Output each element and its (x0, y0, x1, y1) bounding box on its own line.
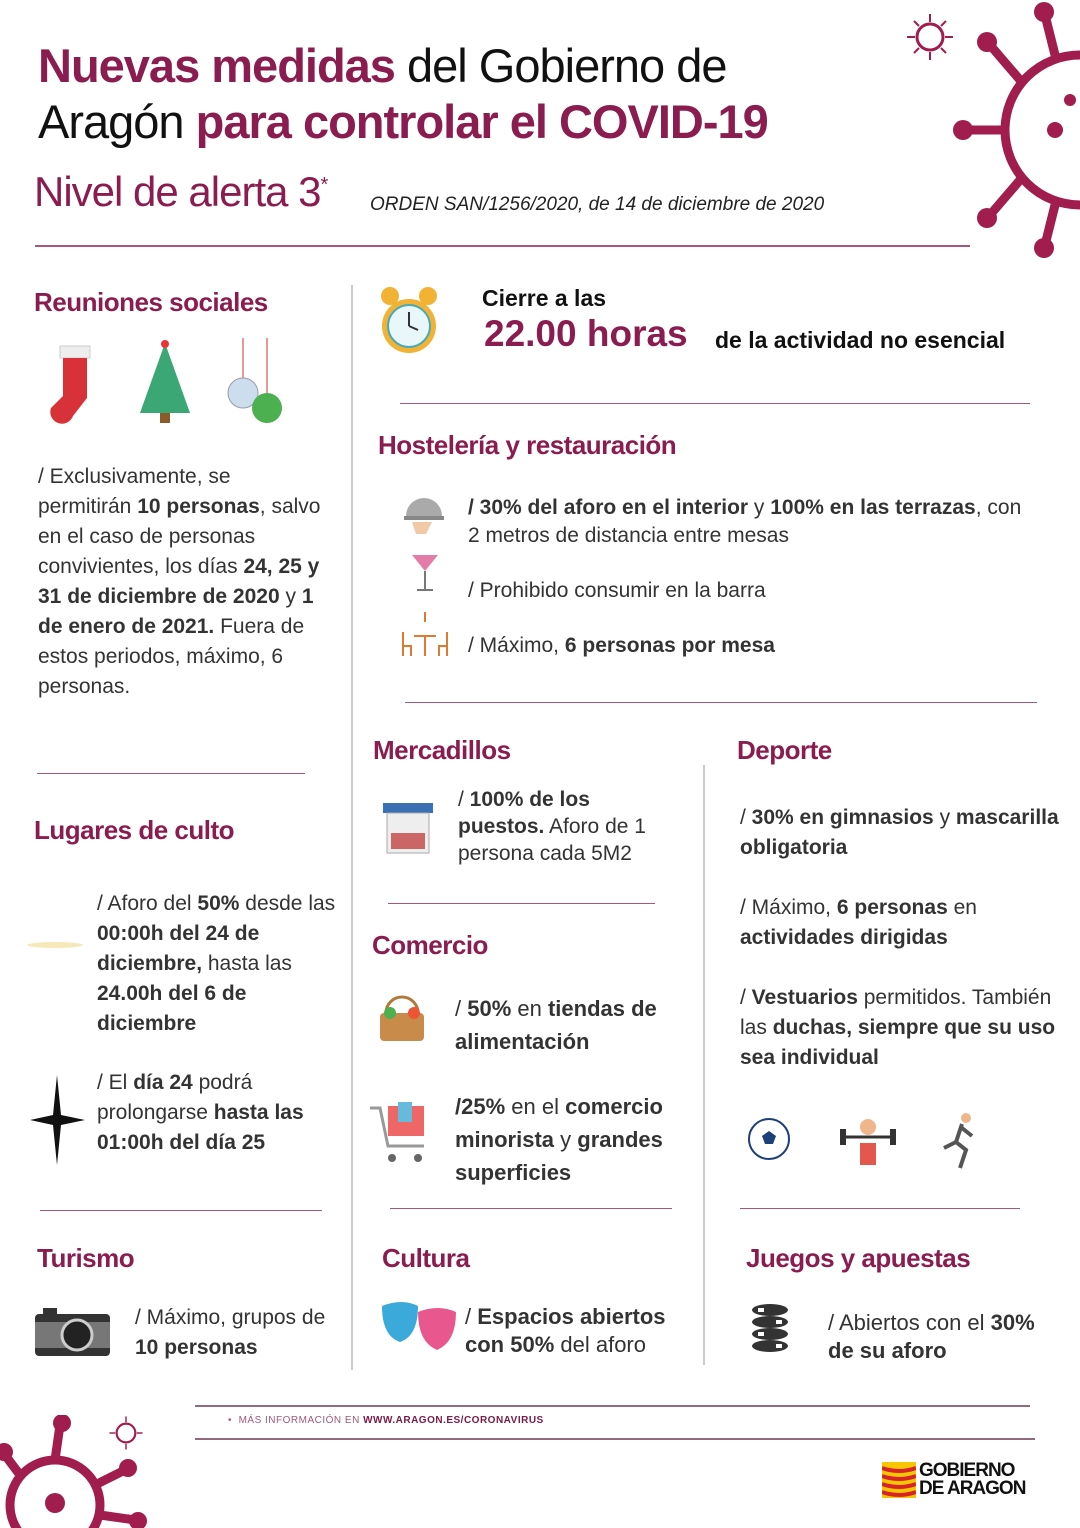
text: Fuera de estos periodos, máximo, 6 personas. (38, 615, 305, 698)
text: hasta las (202, 952, 292, 975)
text: y (554, 1127, 578, 1152)
comercio-item-2 (455, 1090, 700, 1189)
divider (40, 1210, 322, 1211)
text: / Prohibido consumir en la barra (468, 579, 766, 602)
bold-text: 24.00h del 6 de diciembre (97, 982, 247, 1035)
section-heading-turismo: Turismo (37, 1243, 135, 1273)
text: / El (97, 1071, 134, 1094)
text: permitidos. También las (740, 986, 1052, 1039)
more-info-label: MÁS INFORMACIÓN EN (238, 1415, 364, 1426)
bold-text: actividades dirigidas (740, 926, 948, 949)
order-reference: ORDEN SAN/1256/2020, de 14 de diciembre de 2020 (370, 194, 825, 215)
section-heading-deporte: Deporte (737, 735, 832, 765)
bold-text: comercio minorista (455, 1094, 663, 1152)
cierre-line2: de la actividad no esencial (715, 327, 1006, 353)
bold-text: para controlar el COVID-19 (195, 95, 768, 148)
cultura-text (465, 1303, 695, 1359)
bold-text: duchas, siempre que su uso sea individual (740, 1016, 1056, 1069)
mercadillos-text (458, 786, 678, 867)
christmas-stocking-icon (45, 342, 100, 424)
text: Aragón (38, 95, 196, 148)
gobierno-aragon-logo (882, 1462, 1025, 1498)
text: Aforo de 1 persona cada 5M2 (458, 815, 646, 865)
divider (400, 403, 1030, 404)
bold-text: 24, 25 y 31 de diciembre de 2020 (38, 555, 320, 608)
divider (405, 702, 1037, 703)
divider (390, 1208, 672, 1209)
section-heading-culto: Lugares de culto (34, 815, 235, 845)
text: y (279, 585, 302, 608)
text: , salvo en el caso de personas convivientes, los días (38, 495, 321, 578)
camera-icon (35, 1308, 110, 1356)
cierre-time: 22.00 horas (484, 313, 688, 354)
theater-masks-icon (380, 1300, 458, 1352)
text: del Gobierno de (394, 39, 727, 92)
text: y (748, 496, 771, 519)
bold-text: / 30% del aforo en el interior (468, 496, 749, 519)
bold-text: 100% en las terrazas (770, 496, 976, 519)
bold-text: 50% (467, 996, 512, 1021)
hosteleria-item-1 (468, 494, 1038, 550)
text: / (465, 1304, 478, 1329)
food-basket-icon (376, 993, 428, 1045)
title-line-1 (38, 38, 768, 94)
title-line-2 (38, 94, 768, 150)
bold-text: día 24 (133, 1071, 193, 1094)
cierre-line1: Cierre a las (482, 285, 607, 311)
soccer-ball-icon (747, 1117, 791, 1161)
text: y (933, 806, 956, 829)
bold-text: Nuevas medidas (38, 39, 395, 92)
more-info: • MÁS INFORMACIÓN EN WWW.ARAGON.ES/CORONAVIRUS (228, 1415, 544, 1426)
text: en el (505, 1094, 566, 1119)
divider (37, 773, 305, 774)
column-divider (703, 765, 705, 1365)
juegos-text (828, 1309, 1048, 1365)
bold-text: 30% de su aforo (828, 1310, 1035, 1363)
divider (195, 1438, 1035, 1440)
bold-text: mascarilla obligatoria (740, 806, 1059, 859)
reuniones-text (38, 462, 323, 702)
logo-line1: GOBIERNO (919, 1460, 1015, 1481)
bold-text: 100% de los puestos. (458, 788, 590, 838)
text: en (947, 896, 977, 919)
culto-item-2 (97, 1068, 347, 1158)
comercio-item-1 (455, 992, 690, 1058)
runner-icon (940, 1112, 980, 1170)
deporte-item-3 (740, 983, 1070, 1073)
deporte-item-2 (740, 893, 1070, 953)
small-virus-icon (905, 12, 955, 62)
bold-text: grandes superficies (455, 1127, 663, 1185)
bold-text: 50% (197, 892, 240, 915)
text: / Máximo, (468, 634, 565, 657)
section-heading-reuniones: Reuniones sociales (34, 287, 268, 317)
ornaments-icon (225, 338, 285, 428)
page-title (38, 38, 768, 150)
virus-icon (945, 0, 1080, 265)
hosteleria-item-2 (468, 576, 766, 606)
alert-asterisk: * (320, 174, 328, 196)
bold-text: 6 personas (836, 896, 948, 919)
text: / Máximo, grupos de (135, 1306, 326, 1329)
weightlifter-icon (838, 1115, 898, 1167)
bold-text: 10 personas (137, 495, 260, 518)
market-stall-icon (383, 803, 433, 855)
text: podrá prolongarse (97, 1071, 253, 1124)
text: del aforo (554, 1332, 646, 1357)
text: / Exclusivamente, se permitirán (38, 465, 231, 518)
bold-text: 30% en gimnasios (751, 806, 934, 829)
more-info-link[interactable]: WWW.ARAGON.ES/CORONAVIRUS (363, 1415, 544, 1426)
alert-level (34, 168, 327, 216)
culto-item-1 (97, 889, 347, 1039)
section-heading-cultura: Cultura (382, 1243, 470, 1273)
alert-level-text: Nivel de alerta 3 (34, 168, 321, 215)
bold-text: /25% (455, 1094, 506, 1119)
deporte-item-1 (740, 803, 1070, 863)
divider (740, 1208, 1020, 1209)
text: / (455, 996, 468, 1021)
table-chairs-icon (400, 612, 450, 660)
section-heading-comercio: Comercio (372, 930, 488, 960)
casino-chips-icon (748, 1302, 793, 1357)
text: en (511, 996, 548, 1021)
text: desde las (239, 892, 336, 915)
light-glow-icon (25, 935, 85, 955)
hosteleria-item-3 (468, 631, 775, 661)
small-virus-icon (108, 1415, 144, 1451)
column-divider (351, 285, 353, 1370)
bold-text: Espacios abiertos con 50% (465, 1304, 666, 1357)
bold-text: 10 personas (135, 1336, 258, 1359)
text: , con 2 metros de distancia entre mesas (468, 496, 1022, 547)
aragon-flag-icon (882, 1462, 916, 1498)
turismo-text (135, 1303, 335, 1363)
section-heading-juegos: Juegos y apuestas (746, 1243, 971, 1273)
text: / (458, 788, 470, 811)
cloche-icon (402, 492, 447, 537)
text: / (740, 986, 752, 1009)
divider (195, 1405, 1030, 1407)
text: / Abiertos con el (828, 1310, 991, 1335)
shopping-cart-icon (368, 1100, 433, 1165)
divider (388, 903, 655, 904)
text: / Máximo, (740, 896, 837, 919)
cocktail-icon (410, 550, 440, 595)
text: / (740, 806, 752, 829)
bold-text: Vestuarios (751, 986, 858, 1009)
section-heading-mercadillos: Mercadillos (373, 735, 511, 765)
section-heading-hosteleria: Hostelería y restauración (378, 430, 677, 460)
bold-text: tiendas de alimentación (455, 996, 657, 1054)
divider (35, 245, 970, 247)
logo-line2: DE ARAGON (919, 1478, 1026, 1499)
christmas-tree-icon (135, 338, 195, 428)
bold-text: 6 personas por mesa (564, 634, 775, 657)
alarm-clock-icon (378, 284, 440, 359)
bold-text: hasta las 01:00h del día 25 (97, 1101, 304, 1154)
bold-text: 1 de enero de 2021. (38, 585, 314, 638)
star-icon (30, 1075, 85, 1165)
text: / Aforo del (97, 892, 198, 915)
bold-text: 00:00h del 24 de diciembre, (97, 922, 260, 975)
